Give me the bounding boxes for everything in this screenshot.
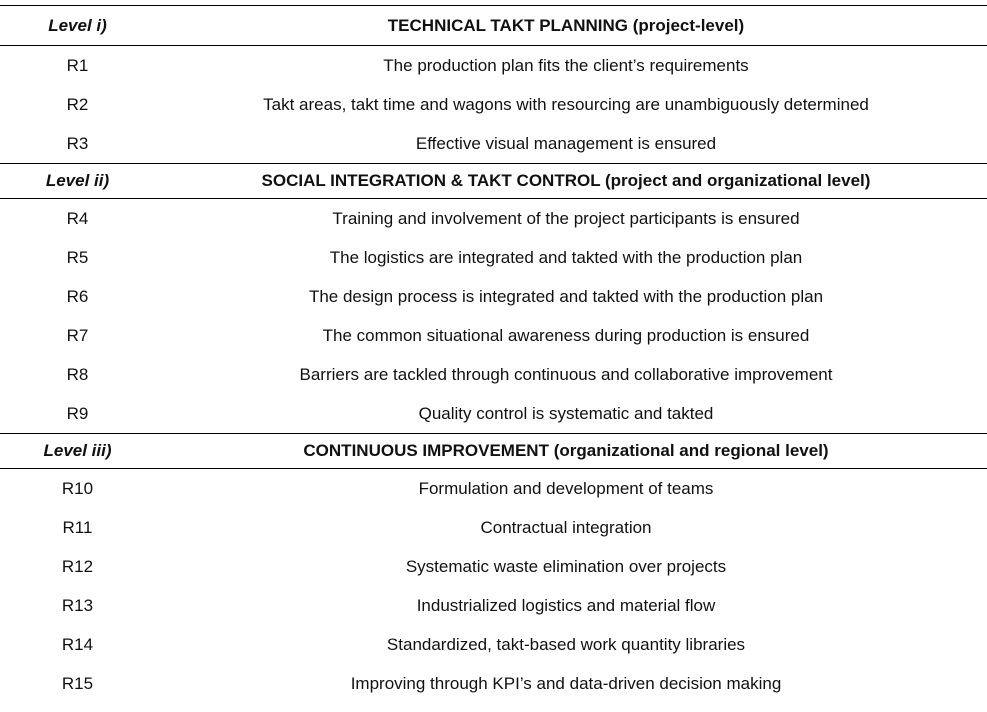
level-label: Level i) xyxy=(48,15,107,35)
requirement-id: R11 xyxy=(62,517,93,537)
requirement-id: R14 xyxy=(61,634,94,654)
section-level-iii xyxy=(0,433,987,703)
requirement-text: Standardized, takt-based work quantity libraries xyxy=(386,634,746,654)
requirement-id: R15 xyxy=(61,673,94,693)
requirement-text: Improving through KPI’s and data-driven decision making xyxy=(350,673,782,693)
requirement-text: Contractual integration xyxy=(480,517,652,537)
table-row xyxy=(0,124,987,163)
requirement-text: The production plan fits the client’s requirements xyxy=(383,55,749,75)
requirement-id: R4 xyxy=(66,208,89,228)
table-row xyxy=(0,586,987,625)
requirement-text: Formulation and development of teams xyxy=(418,478,714,498)
requirement-text: Effective visual management is ensured xyxy=(415,133,717,153)
section-header xyxy=(0,5,987,46)
requirement-id: R8 xyxy=(66,364,89,384)
requirement-id: R10 xyxy=(61,478,94,498)
requirement-id: R1 xyxy=(66,55,89,75)
requirement-id: R3 xyxy=(66,133,89,153)
requirement-text: Systematic waste elimination over projects xyxy=(405,556,727,576)
table-row xyxy=(0,664,987,703)
table-row xyxy=(0,199,987,238)
section-header xyxy=(0,433,987,469)
table-row xyxy=(0,85,987,124)
requirement-text: The common situational awareness during production is ensured xyxy=(322,325,810,345)
table-row xyxy=(0,469,987,508)
level-label: Level ii) xyxy=(45,171,110,190)
requirement-id: R2 xyxy=(66,94,89,114)
requirement-text: Barriers are tackled through continuous and collaborative improvement xyxy=(299,364,833,384)
table-row xyxy=(0,508,987,547)
requirement-text: Training and involvement of the project participants is ensured xyxy=(332,208,800,228)
requirement-id: R12 xyxy=(61,556,94,576)
requirement-id: R5 xyxy=(66,247,89,267)
requirement-text: Takt areas, takt time and wagons with resourcing are unambiguously determined xyxy=(263,94,869,114)
requirements-table xyxy=(0,5,987,712)
section-title: SOCIAL INTEGRATION & TAKT CONTROL (project and organizational level) xyxy=(261,171,871,190)
section-level-i xyxy=(0,5,987,163)
requirement-text: Industrialized logistics and material flow xyxy=(416,595,716,615)
table-row xyxy=(0,46,987,85)
table-row xyxy=(0,547,987,586)
requirement-id: R6 xyxy=(66,286,89,306)
table-row xyxy=(0,394,987,433)
requirement-text: The logistics are integrated and takted with the production plan xyxy=(329,247,803,267)
section-level-ii xyxy=(0,163,987,433)
requirement-id: R9 xyxy=(66,403,89,423)
section-title: TECHNICAL TAKT PLANNING (project-level) xyxy=(387,15,745,35)
section-header xyxy=(0,163,987,199)
table-row xyxy=(0,277,987,316)
requirement-text: Quality control is systematic and takted xyxy=(418,403,714,423)
requirement-id: R7 xyxy=(66,325,89,345)
table-row xyxy=(0,355,987,394)
table-row xyxy=(0,316,987,355)
table-row xyxy=(0,625,987,664)
requirement-id: R13 xyxy=(61,595,94,615)
requirement-text: The design process is integrated and takted with the production plan xyxy=(308,286,824,306)
level-label: Level iii) xyxy=(43,441,112,460)
section-title: CONTINUOUS IMPROVEMENT (organizational and regional level) xyxy=(303,441,829,460)
table-row xyxy=(0,238,987,277)
